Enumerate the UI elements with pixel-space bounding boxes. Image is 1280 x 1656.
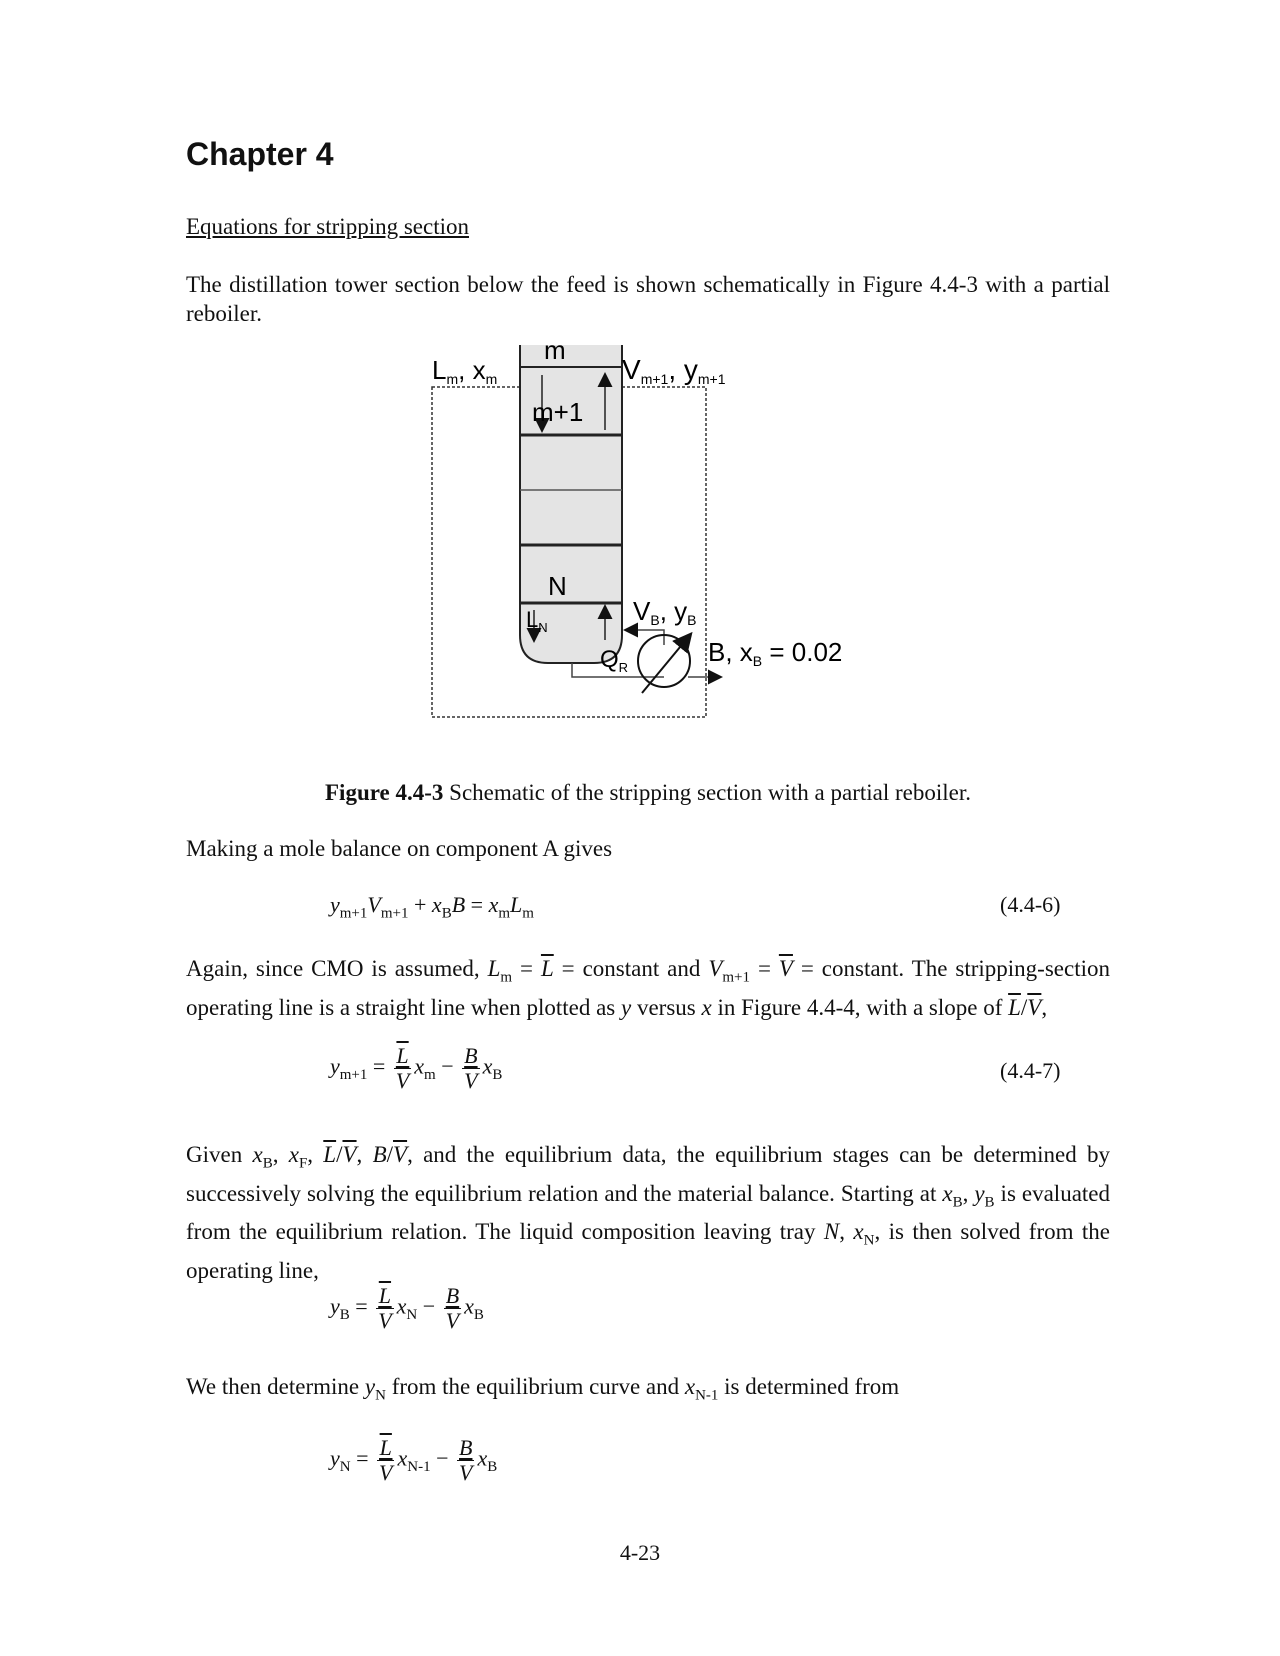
determine-paragraph: We then determine $y_N$ from the equilibrium curve and $x_{N-1}$ is determined from [186, 1374, 900, 1404]
intro-paragraph: The distillation tower section below the feed is shown schematically in Figure 4.4-3 with a partial reboiler. [186, 272, 1110, 326]
label-Lm-xm: Lm, xm [432, 355, 498, 387]
balance-intro: Making a mole balance on component A gives [186, 836, 613, 861]
chapter-title: Chapter 4 [186, 136, 334, 172]
equation-number-4-4-6: (4.4-6) [1000, 892, 1061, 917]
label-tray-N: N [548, 571, 567, 601]
cmo-paragraph: Again, since CMO is assumed, $L_m = \overline{L}$ = constant and $V_{m+1} = \overline{V}$ = constant. The stripping-section operating line is a straight line when plotted as y versus x in Figure 4.4-4, with a slope of $\overline{L}/\overline{V}$, [186, 956, 1110, 1020]
reboiler-heat-arrow [642, 635, 690, 693]
label-tray-m: m [544, 345, 566, 365]
equation-number-4-4-7: (4.4-7) [1000, 1058, 1061, 1083]
page-number: 4-23 [619, 1540, 661, 1565]
label-Vm1-ym1: Vm+1, ym+1 [622, 354, 726, 387]
caption-label: Figure 4.4-3 [325, 780, 444, 805]
equation-yB: $y_B$ = $\frac{\overline{L}}{V}$ $x_N$ − $\frac{B}{V}$ $x_B$ [330, 1283, 484, 1333]
given-paragraph: Given $x_B$, $x_F$, $\overline{L}/\overline{V}$, $B/\overline{V}$, and the equilibrium data, the equilibrium stages can be determined by successively solving the equilibrium relation and the material balance. Starting at $x_B$, $y_B$ is evaluated from the equilibrium relation. The liquid composition leaving tray N, $x_N$, is then solved from the operating line, [186, 1142, 1111, 1283]
label-QR: $Q_R$ [600, 646, 629, 675]
stripping-section-figure [420, 345, 890, 740]
caption-text: Schematic of the stripping section with a partial reboiler. [443, 780, 971, 805]
label-VB-yB: VB, yB [633, 596, 697, 628]
section-title: Equations for stripping section [186, 214, 469, 239]
figure-caption [186, 780, 1110, 806]
equation-4-4-6: $y_{m+1}V_{m+1} + x_BB = x_mL_m$ [330, 892, 534, 922]
label-tray-m1: m+1 [532, 397, 584, 427]
label-LN: $L_N$ [526, 607, 548, 635]
equation-yN: $y_N$ = $\frac{\overline{L}}{V}$ $x_{N-1}$ − $\frac{B}{V}$ $x_B$ [330, 1435, 498, 1485]
label-bottoms: B, xB = 0.02 [708, 637, 843, 669]
equation-4-4-7: $y_{m+1}$ = $\frac{\overline{L}}{V}$ $x_m$ − $\frac{B}{V}$ $x_B$ [330, 1043, 503, 1093]
